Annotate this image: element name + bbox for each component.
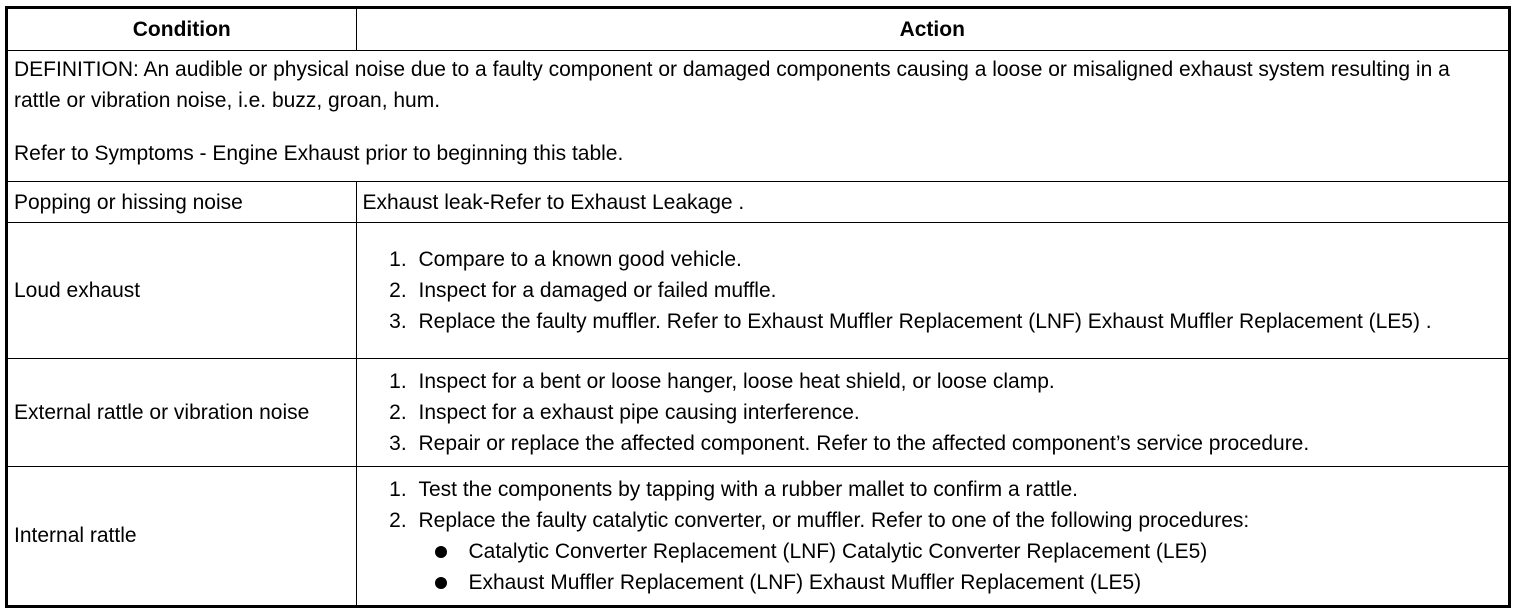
condition-cell: Internal rattle (8, 466, 356, 605)
action-column-header: Action (356, 9, 1508, 51)
procedure-sublist (419, 536, 1503, 598)
action-step-text: Replace the faulty catalytic converter, or muffler. Refer to one of the following procedures: (418, 508, 1250, 532)
diagnostic-table (8, 9, 1508, 605)
action-step: 3. Replace the faulty muffler. Refer to Exhaust Muffler Replacement (LNF) Exhaust Muffler Replacement (LE5) . (413, 306, 1503, 337)
diagnostic-table-frame (5, 6, 1511, 608)
action-step: 1. Inspect for a bent or loose hanger, loose heat shield, or loose clamp. (413, 366, 1503, 397)
condition-cell: Loud exhaust (8, 223, 356, 358)
action-step: 2. Inspect for a exhaust pipe causing interference. (413, 397, 1503, 428)
action-cell (356, 223, 1508, 358)
definition-text: DEFINITION: An audible or physical noise due to a faulty component or damaged components causing a loose or misaligned exhaust system resulting in a rattle or vibration noise, i.e. buzz, groan, hum. (14, 58, 1450, 113)
bullet-icon (435, 546, 447, 558)
table-row (8, 358, 1508, 466)
procedure-subitem-text: Catalytic Converter Replacement (LNF) Catalytic Converter Replacement (LE5) (468, 539, 1208, 563)
table-header-row (8, 9, 1508, 51)
action-cell (356, 466, 1508, 605)
action-step: 1. Test the components by tapping with a rubber mallet to confirm a rattle. (413, 474, 1503, 505)
bullet-icon (435, 577, 447, 589)
action-steps-list (363, 366, 1503, 459)
action-step: 2. Inspect for a damaged or failed muffle. (413, 275, 1503, 306)
action-steps-list (363, 244, 1503, 337)
action-cell (356, 358, 1508, 466)
action-steps-list (363, 474, 1503, 598)
action-step (413, 505, 1503, 598)
procedure-subitem (463, 567, 1503, 598)
action-step: 1. Compare to a known good vehicle. (413, 244, 1503, 275)
procedure-subitem-text: Exhaust Muffler Replacement (LNF) Exhaust Muffler Replacement (LE5) (468, 570, 1142, 594)
definition-cell (8, 51, 1508, 182)
table-row (8, 182, 1508, 223)
definition-row (8, 51, 1508, 182)
action-step: 3. Repair or replace the affected component. Refer to the affected component’s service procedure. (413, 428, 1503, 459)
condition-cell: Popping or hissing noise (8, 182, 356, 223)
definition-note: Refer to Symptoms - Engine Exhaust prior to beginning this table. (14, 142, 624, 166)
table-row (8, 466, 1508, 605)
table-row (8, 223, 1508, 358)
condition-cell: External rattle or vibration noise (8, 358, 356, 466)
condition-column-header: Condition (8, 9, 356, 51)
action-cell: Exhaust leak-Refer to Exhaust Leakage . (356, 182, 1508, 223)
procedure-subitem (463, 536, 1503, 567)
